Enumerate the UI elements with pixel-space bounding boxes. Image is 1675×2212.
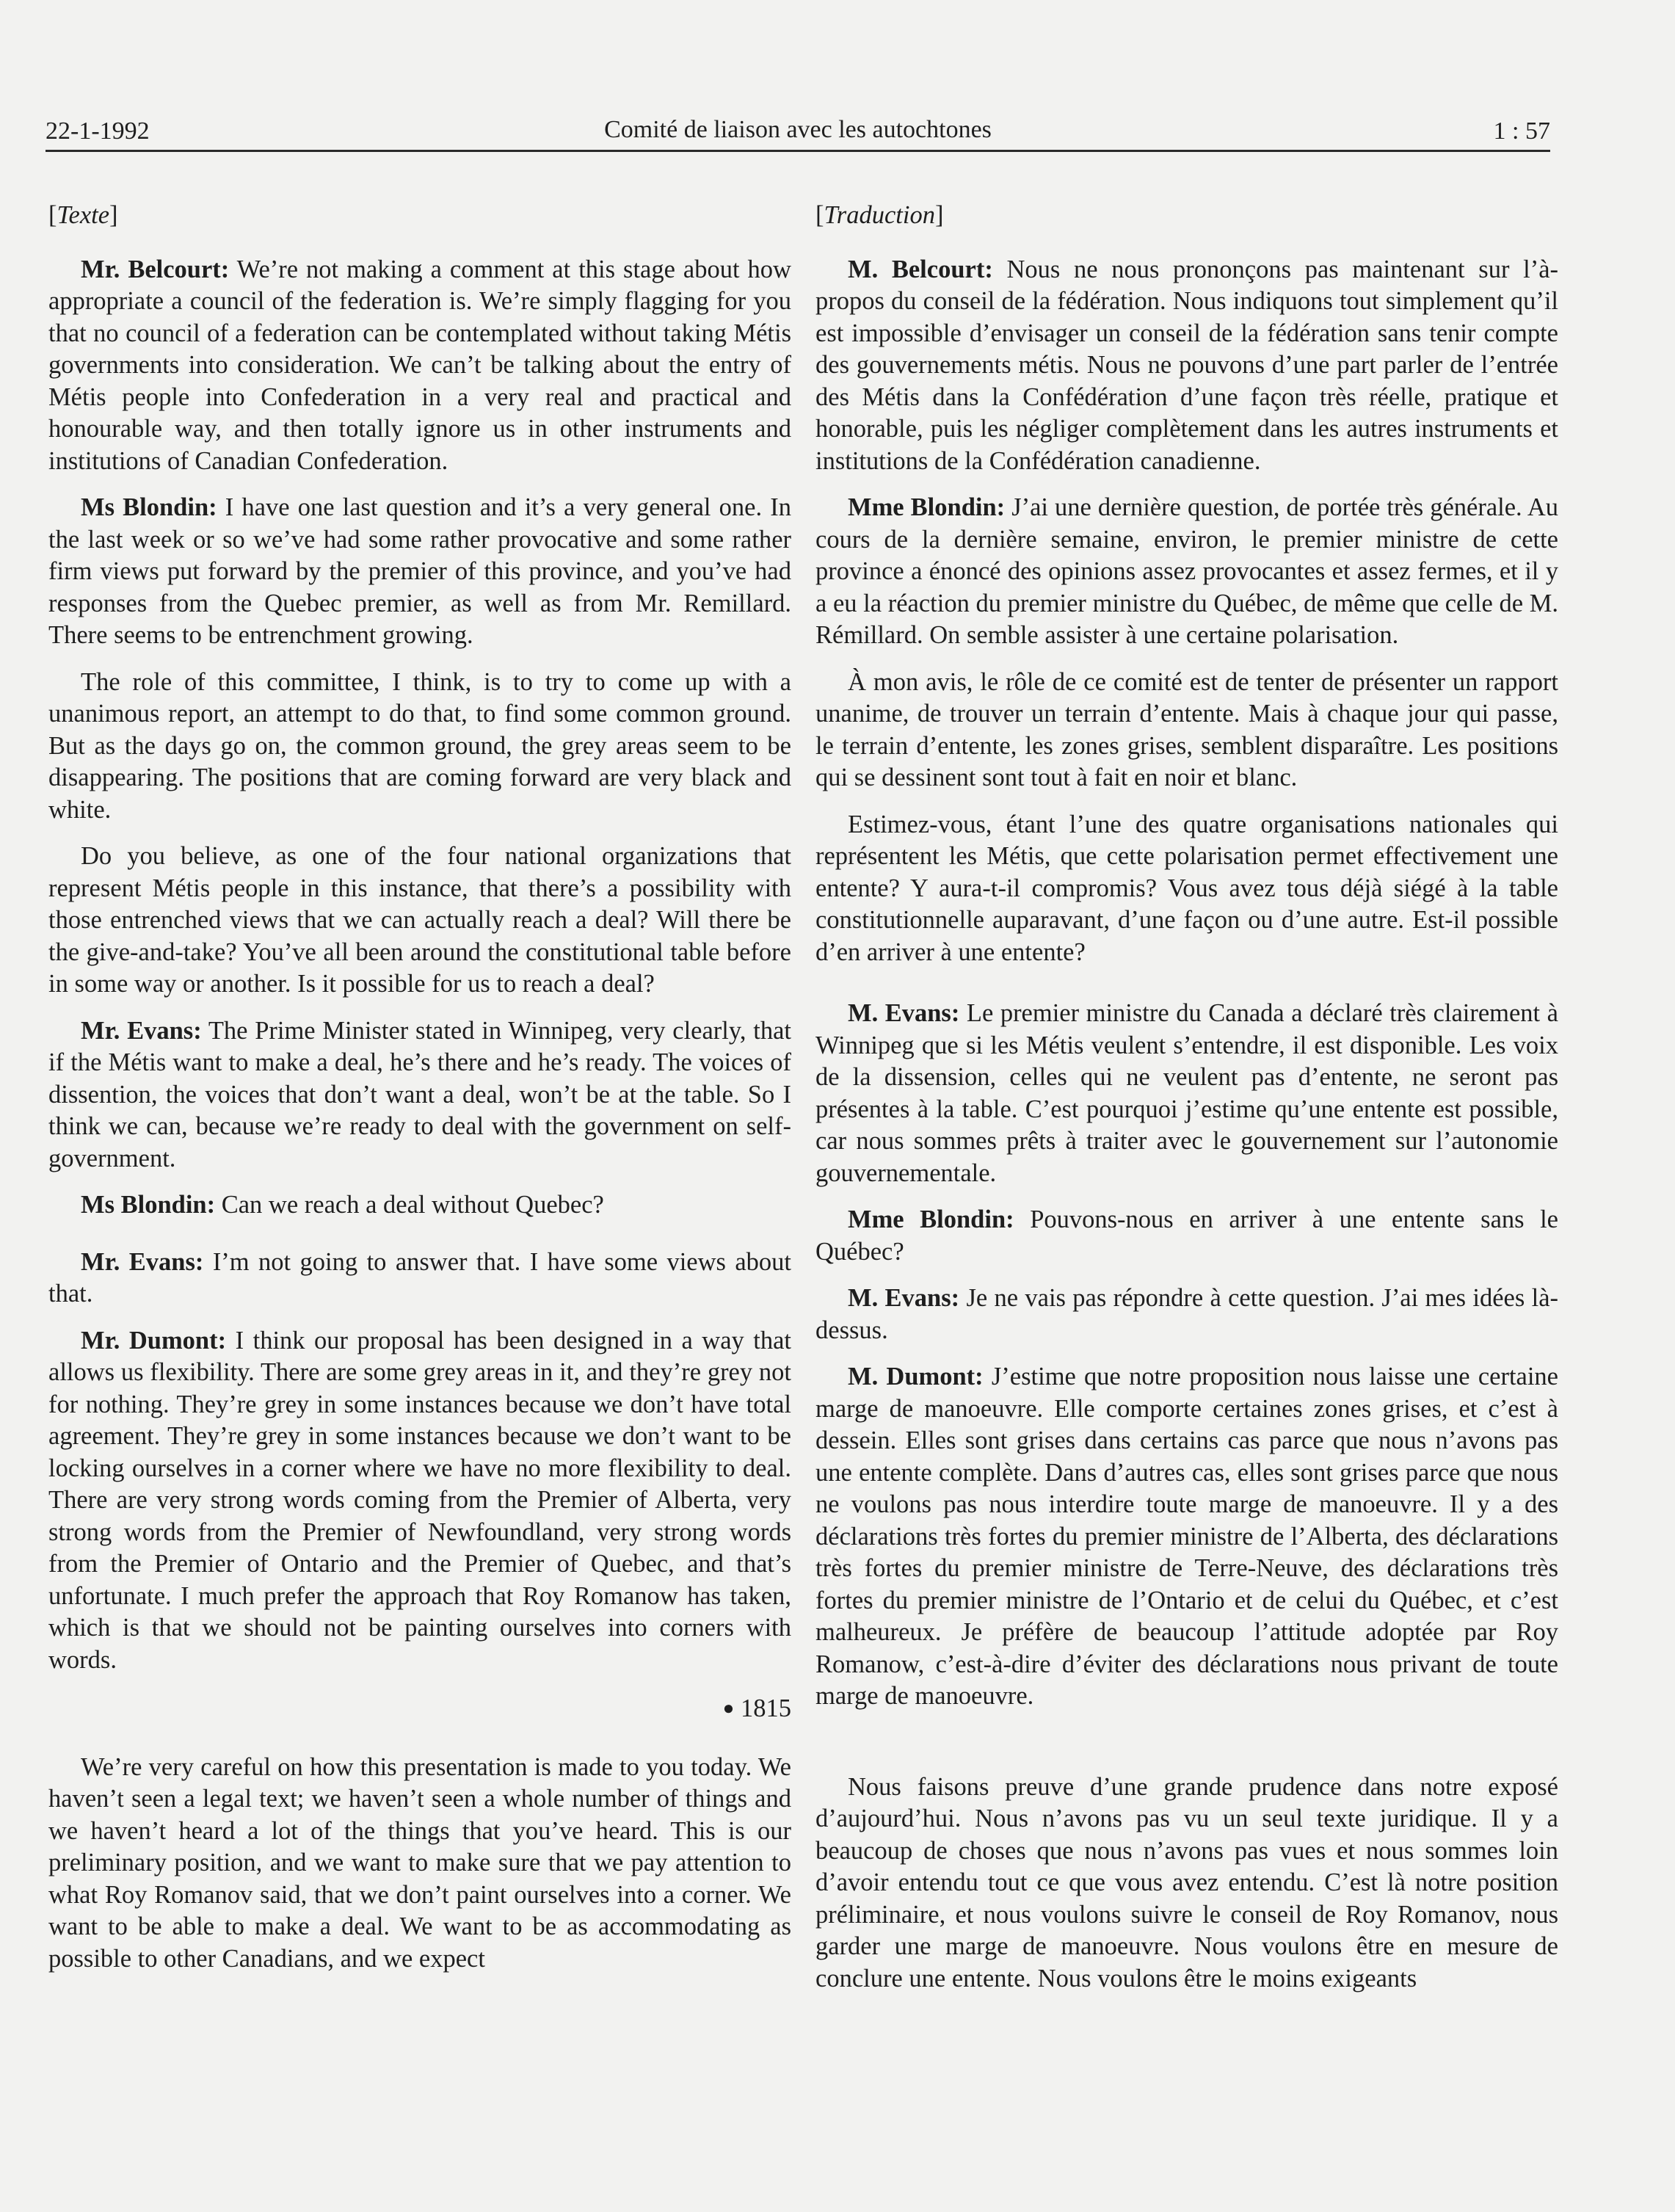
french-paragraph: À mon avis, le rôle de ce comité est de tenter de présenter un rapport unanime, de trouver un terrain d’entente. Mais à chaque jour qui passe, le terrain d’entente, les zones grises, semblent disparaître. Les positions qui se dessinent sont tout à fait en noir et blanc.: [815, 667, 1558, 791]
speaker: Mr. Evans:: [81, 1016, 202, 1045]
french-paragraph: M. Dumont: J’estime que notre proposition nous laisse une certaine marge de manoeuvre. Elle comporte certaines zones grises, et c’est à dessein. Elles sont grises dans certains cas parce que nous n’avons pas une entente complète. Dans d’autres cas, elles sont grises parce que nous ne voulons pas nous interdire toute marge de manoeuvre. Il y a des déclarations très fortes du premier ministre de l’Alberta, des déclarations très fortes du premier ministre de Terre-Neuve, des déclarations très fortes du premier ministre de l’Ontario et de celui du Québec, et c’est malheureux. Je préfère de beaucoup l’attitude adoptée par Roy Romanow, c’est-à-dire d’éviter des déclarations nous privant de toute marge de manoeuvre.: [815, 1363, 1558, 1710]
speaker: Mr. Belcourt:: [81, 255, 230, 283]
english-paragraph: The role of this committee, I think, is to try to come up with a unanimous report, an attempt to do that, to find some common ground. But as the days go on, the common ground, the grey areas seem to be disappearing. The positions that are coming forward are very black and white.: [48, 667, 791, 824]
english-paragraph: Mr. Evans: I’m not going to answer that. I have some views about that.: [48, 1247, 792, 1308]
english-paragraph: Mr. Dumont: I think our proposal has been designed in a way that allows us flexibility. There are some grey areas in it, and they’re grey not for nothing. They’re grey in some instances because we don’t have total agreement. They’re grey in some instances because we don’t want to be locking ourselves in a corner where we have no more flexibility to deal. There are very strong words coming from the Premier of Alberta, very strong words from the Premier of Newfoundland, very strong words from the Premier of Ontario and the Premier of Quebec, and that’s unfortunate. I much prefer the approach that Roy Romanow has taken, which is that we should not be painting ourselves into corners with words.: [48, 1326, 792, 1674]
speaker: M. Evans:: [848, 999, 960, 1027]
french-paragraph: M. Evans: Je ne vais pas répondre à cette question. J’ai mes idées là-dessus.: [815, 1284, 1559, 1344]
english-tag: [Texte]: [48, 201, 118, 229]
spacer: [815, 1727, 1558, 1772]
speaker: Ms Blondin:: [81, 493, 217, 521]
french-paragraph: M. Evans: Le premier ministre du Canada a déclaré très clairement à Winnipeg que si les Métis veulent s’entendre, il est disponible. Les voix de la dissension, celles qui ne veulent pas d’entente, ne seront pas présentes à la table. C’est pourquoi j’estime qu’une entente est possible, car nous sommes prêts à traiter avec le gouvernement sur l’autonomie gouvernementale.: [815, 999, 1558, 1187]
page-header: [46, 109, 1550, 152]
speaker: Mme Blondin:: [848, 493, 1006, 521]
speaker: Mr. Dumont:: [81, 1326, 227, 1355]
speaker: M. Belcourt:: [848, 255, 993, 283]
english-paragraph: We’re very careful on how this presentation is made to you today. We haven’t seen a legal text; we haven’t seen a whole number of things and we haven’t heard a lot of the things that you’ve heard. This is our preliminary position, and we want to make sure that we pay attention to what Roy Romanov said, that we don’t paint ourselves into a corner. We want to be able to make a deal. We want to be as accommodating as possible to other Canadians, and we expect: [48, 1752, 791, 1973]
french-tag: [Traduction]: [815, 201, 944, 229]
speaker: Mme Blondin:: [848, 1205, 1014, 1233]
speaker: M. Evans:: [848, 1284, 960, 1312]
speaker: Mr. Evans:: [81, 1247, 204, 1276]
french-paragraph: Estimez-vous, étant l’une des quatre organisations nationales qui représentent les Métis, que cette polarisation permet effectivement une entente? Y aura-t-il compromis? Vous avez tous déjà siégé à la table constitutionnelle auparavant, d’une façon ou d’une autre. Est-il possible d’en arriver à une entente?: [815, 810, 1558, 966]
speaker: Ms Blondin:: [81, 1191, 216, 1219]
english-paragraph: Do you believe, as one of the four national organizations that represent Métis people in this instance, that there’s a possibility with those entrenched views that we can actually reach a deal? Will there be the give-and-take? You’ve all been around the constitutional table before in some way or another. Is it possible for us to reach a deal?: [48, 842, 791, 998]
header-title: Comité de liaison avec les autochtones: [604, 116, 992, 143]
bullet-icon: ●: [722, 1697, 735, 1719]
english-paragraph: Ms Blondin: Can we reach a deal without Quebec?: [81, 1191, 604, 1219]
french-paragraph: Mme Blondin: J’ai une dernière question, de portée très générale. Au cours de la dernière semaine, environ, le premier ministre de cette province a énoncé des opinions assez provocantes et assez fermes, et il y a eu la réaction du premier ministre du Québec, de même que celle de M. Rémillard. On semble assister à une certaine polarisation.: [815, 493, 1558, 649]
english-paragraph: Ms Blondin: I have one last question and it’s a very general one. In the last week or so we’ve had some rather provocative and some rather firm views put forward by the premier of this province, and you’ve had responses from the Quebec premier, as well as from Mr. Remillard. There seems to be entrenchment growing.: [48, 493, 791, 649]
english-paragraph: Mr. Evans: The Prime Minister stated in Winnipeg, very clearly, that if the Métis want to make a deal, he’s there and he’s ready. The voices of dissention, the voices that don’t want a deal, won’t be at the table. So I think we can, because we’re ready to deal with the government on self-government.: [48, 1016, 791, 1172]
french-paragraph: M. Belcourt: Nous ne nous prononçons pas maintenant sur l’à-propos du conseil de la fédération. Nous indiquons tout simplement qu’il est impossible d’envisager un conseil de la fédération sans tenir compte des gouvernements métis. Nous ne pouvons d’une part parler de l’entrée des Métis dans la Confédération d’une façon très réelle, pratique et honorable, puis les négliger complètement dans les autres instruments et institutions de la Confédération canadienne.: [815, 255, 1559, 475]
french-paragraph: Nous faisons preuve d’une grande prudence dans notre exposé d’aujourd’hui. Nous n’avons pas vu un seul texte juridique. Il y a beaucoup de choses que nous n’avons pas vues et nous sommes loin d’avoir entendu tout ce que vous avez entendu. C’est là notre position préliminaire, et nous voulons suivre le conseil de Roy Romanov, nous garder une marge de manoeuvre. Nous voulons être en mesure de conclure une entente. Nous voulons être le moins exigeants: [815, 1772, 1558, 1992]
french-column: [815, 200, 1558, 2009]
time-marker: ● 1815: [722, 1694, 791, 1722]
header-date: 22-1-1992: [46, 117, 150, 145]
french-paragraph: Mme Blondin: Pouvons-nous en arriver à une entente sans le Québec?: [815, 1205, 1558, 1266]
speaker: M. Dumont:: [848, 1363, 984, 1390]
english-column: [48, 200, 791, 1990]
english-paragraph: Mr. Belcourt: We’re not making a comment at this stage about how appropriate a council of the federation is. We’re simply flagging for you that no council of a federation can be contemplated without taking Métis governments into consideration. We can’t be talking about the entry of Métis people into Confederation in a very real and practical and honourable way, and then totally ignore us in other instruments and institutions of Canadian Confederation.: [48, 255, 791, 475]
header-page-number: 1 : 57: [1493, 117, 1550, 145]
